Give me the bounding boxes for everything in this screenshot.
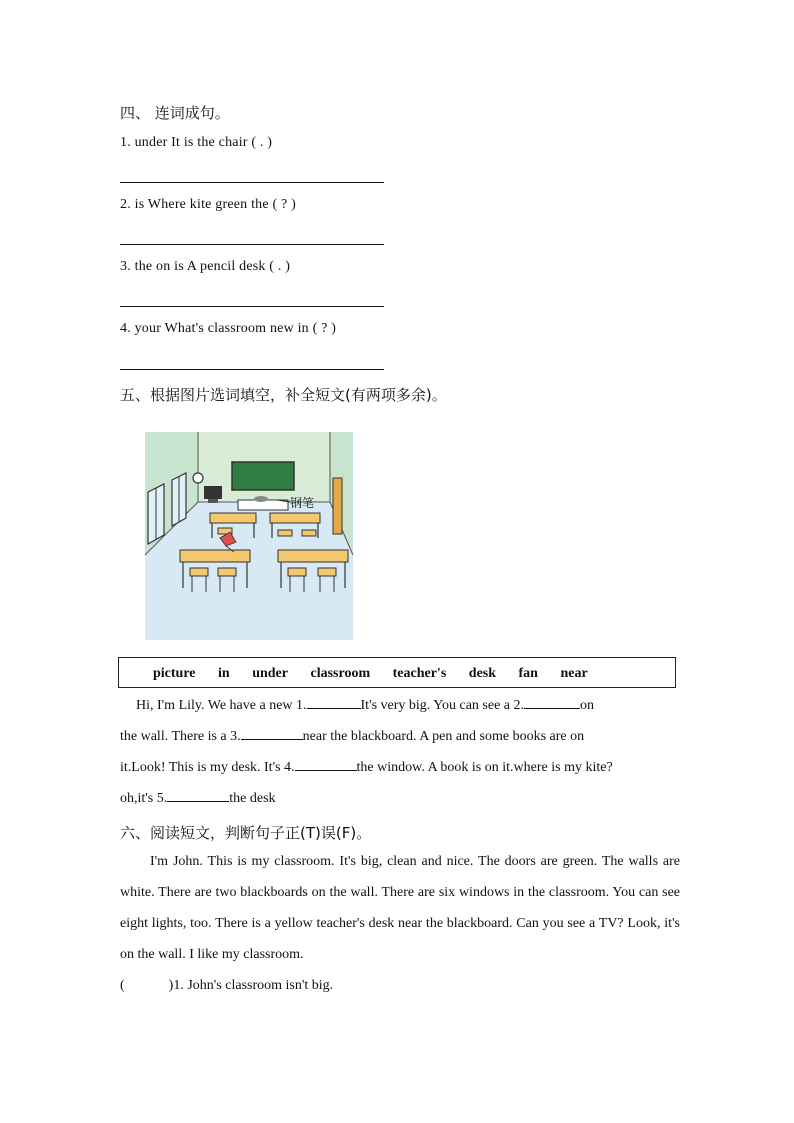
reading-passage: I'm John. This is my classroom. It's big, clean and nice. The doors are green. The walls are white. There are two blackboards on the wall. There are six windows in the classroom. You can see eight lights, too. There is a yellow teacher's desk near the blackboard. Can you see a TV? Look, it's on the wall. I like my classroom. (120, 854, 680, 962)
word-bank-item: desk (468, 666, 497, 681)
blank-5[interactable] (167, 787, 229, 802)
section4-heading: 四、 连词成句。 (120, 104, 230, 122)
passage-text: oh,it's 5. (120, 791, 168, 806)
tf-question-text: )1. John's classroom isn't big. (168, 978, 334, 993)
tf-question-1 (120, 978, 333, 994)
blank-2[interactable] (524, 694, 580, 709)
question-1: 1. under It is the chair ( . ) (120, 135, 273, 150)
question-3: 3. the on is A pencil desk ( . ) (120, 259, 291, 274)
word-bank-item: near (560, 666, 588, 681)
word-bank-item: picture (153, 666, 196, 681)
word-bank-item: in (218, 666, 230, 681)
section5-heading: 五、根据图片选词填空，补全短文(有两项多余)。 (120, 386, 447, 404)
word-bank-item: under (252, 666, 288, 681)
classroom-illustration (120, 420, 360, 645)
passage-text: the window. A book is on it.where is my kite? (356, 760, 613, 775)
passage-text: the desk (229, 791, 276, 806)
word-bank-item: fan (518, 666, 538, 681)
question-2: 2. is Where kite green the ( ? ) (120, 197, 297, 212)
passage-text: on (580, 698, 595, 713)
passage-text: It's very big. You can see a 2. (360, 698, 525, 713)
pen-label: 钢笔 (290, 496, 315, 510)
passage-text: it.Look! This is my desk. It's 4. (120, 760, 295, 775)
answer-line-1[interactable] (120, 182, 384, 183)
question-4: 4. your What's classroom new in ( ? ) (120, 321, 337, 336)
answer-line-3[interactable] (120, 306, 384, 307)
word-bank (118, 657, 676, 688)
answer-line-2[interactable] (120, 244, 384, 245)
cloze-passage (120, 690, 680, 814)
blank-4[interactable] (295, 756, 357, 771)
answer-paren: ( (120, 978, 125, 993)
answer-line-4[interactable] (120, 369, 384, 370)
section6-heading: 六、阅读短文，判断句子正(T)误(F)。 (120, 824, 372, 842)
passage-text: Hi, I'm Lily. We have a new 1. (136, 698, 307, 713)
blank-3[interactable] (241, 725, 303, 740)
passage-text: near the blackboard. A pen and some books are on (302, 729, 585, 744)
word-bank-item: teacher's (392, 666, 447, 681)
passage-text: the wall. There is a 3. (120, 729, 241, 744)
word-bank-item: classroom (310, 666, 371, 681)
blank-1[interactable] (307, 694, 361, 709)
